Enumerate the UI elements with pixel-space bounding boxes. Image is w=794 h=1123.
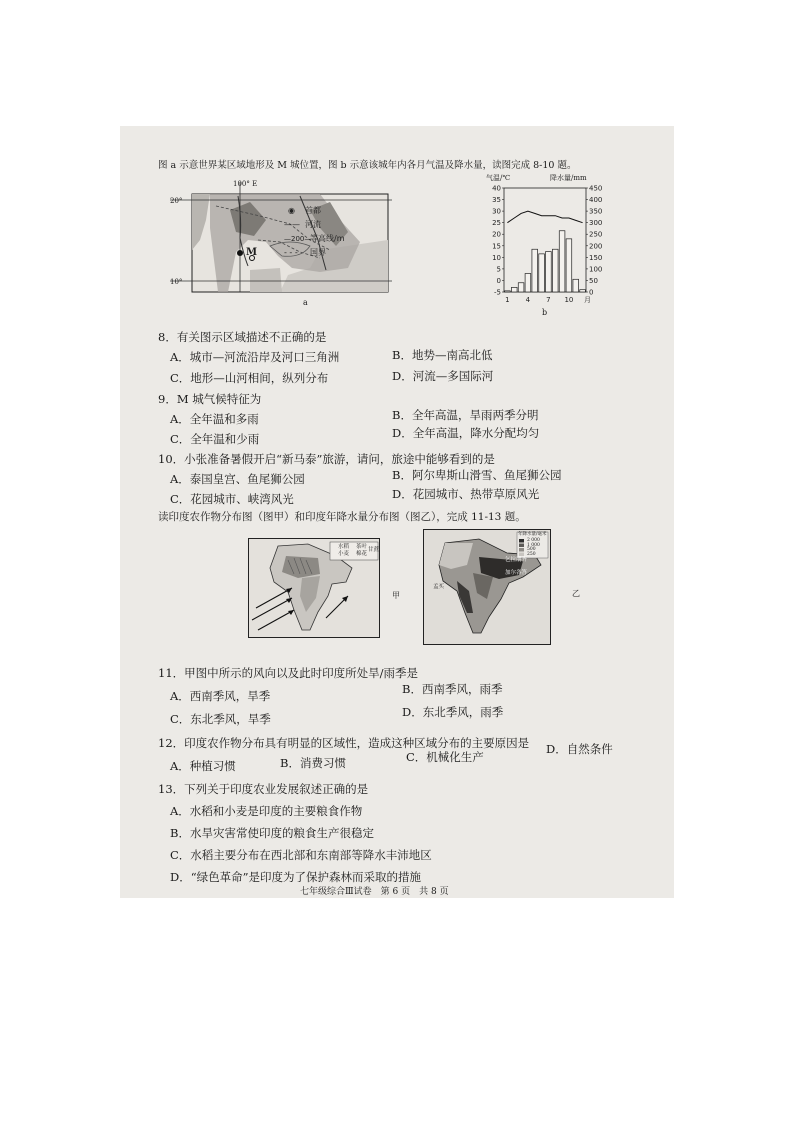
q12-stem: 12．印度农作物分布具有明显的区域性，造成这种区域分布的主要原因是 — [158, 736, 530, 750]
fig-jia-caption: 甲 — [392, 591, 400, 600]
legend-label-border: 国界 — [310, 248, 326, 257]
precip-tick-label: 250 — [589, 230, 603, 239]
temp-tick-label: 10 — [492, 253, 501, 262]
q8-stem: 8．有关图示区域描述不正确的是 — [158, 330, 327, 344]
q11-option-d[interactable]: D．东北季风，雨季 — [402, 705, 504, 719]
q13-option-d[interactable]: D．“绿色革命”是印度为了保护森林而采取的措施 — [170, 870, 421, 884]
q10-stem: 10．小张准备暑假开启“新马泰”旅游，请问，旅途中能够看到的是 — [158, 452, 495, 466]
crop-legend-sugarcane: 甘蔗 — [368, 547, 380, 553]
legend-symbol-border: - - - — [284, 248, 298, 257]
rain-legend-2000: 2 000 — [527, 538, 540, 543]
temp-tick-label: 5 — [496, 265, 501, 274]
q10-option-b[interactable]: B．阿尔卑斯山滑雪、鱼尾狮公园 — [392, 468, 562, 482]
q9-option-d[interactable]: D．全年高温，降水分配均匀 — [392, 426, 540, 440]
temp-tick-label: 20 — [492, 230, 501, 239]
legend-symbol-contour: —200— — [284, 235, 312, 243]
map-a-lat-top: 20° — [170, 197, 183, 205]
legend-label-river: 河流 — [305, 220, 321, 229]
q12-option-a[interactable]: A．种植习惯 — [170, 759, 236, 773]
precip-bar — [546, 252, 552, 292]
temp-tick-label: 15 — [492, 242, 501, 251]
q10-option-a[interactable]: A．泰国皇宫、鱼尾狮公园 — [170, 472, 305, 486]
climate-chart-b — [480, 174, 610, 320]
crop-legend-rice: 水稻 — [338, 544, 350, 550]
rain-legend-250: 250 — [527, 551, 536, 557]
crop-legend-tea: 茶叶 — [356, 544, 368, 550]
q13-option-c[interactable]: C．水稻主要分布在西北部和东南部等降水丰沛地区 — [170, 848, 432, 862]
q9-option-c[interactable]: C．全年温和少雨 — [170, 432, 260, 446]
q11-stem: 11．甲图中所示的风向以及此时印度所处旱/雨季是 — [158, 666, 419, 680]
map-a — [170, 180, 392, 312]
chart-caption: b — [542, 308, 548, 317]
chart-frame — [504, 188, 586, 292]
label-mumbai: 孟买 — [433, 584, 445, 590]
precip-tick-label: 350 — [589, 207, 603, 216]
precip-tick-label: 150 — [589, 253, 603, 262]
precip-tick-label: 400 — [589, 196, 603, 205]
legend-label-capital: 首都 — [305, 206, 321, 215]
q11-option-c[interactable]: C．东北季风，旱季 — [170, 712, 271, 726]
q11-option-b[interactable]: B．西南季风，雨季 — [402, 682, 503, 696]
precip-tick-label: 200 — [589, 242, 603, 251]
precip-bar — [518, 283, 524, 292]
legend-symbol-river: —— — [284, 220, 300, 229]
q9-option-a[interactable]: A．全年温和多雨 — [170, 412, 259, 426]
rain-legend-500: 500 — [527, 547, 536, 552]
temp-tick-label: -5 — [494, 288, 501, 297]
q13-option-b[interactable]: B．水旱灾害常使印度的粮食生产很稳定 — [170, 826, 374, 840]
q12-option-d[interactable]: D．自然条件 — [546, 742, 613, 756]
city-m-label: M — [246, 247, 258, 258]
india-rainfall-map — [423, 529, 551, 645]
q9-stem: 9．M 城气候特征为 — [158, 392, 262, 406]
precip-tick-label: 450 — [589, 184, 603, 193]
month-tick-label: 10 — [564, 296, 574, 304]
q10-option-c[interactable]: C．花园城市、峡湾风光 — [170, 492, 294, 506]
q8-option-a[interactable]: A．城市—河流沿岸及河口三角洲 — [170, 350, 340, 364]
x-axis-label: 月 — [584, 296, 591, 304]
q13-option-a[interactable]: A．水稻和小麦是印度的主要粮食作物 — [170, 804, 363, 818]
month-tick-label: 7 — [546, 296, 551, 304]
chart-canvas — [480, 184, 610, 316]
precip-bar — [539, 254, 545, 292]
precip-bar — [505, 291, 511, 292]
precip-bar — [552, 249, 558, 292]
month-tick-label: 1 — [505, 296, 510, 304]
page-footer: 七年级综合Ⅲ试卷 第 6 页 共 8 页 — [300, 887, 449, 897]
crop-legend-wheat: 小麦 — [338, 551, 350, 557]
precip-bar — [566, 239, 572, 292]
fig-yi-caption: 乙 — [572, 589, 580, 598]
precip-tick-label: 300 — [589, 219, 603, 228]
q12-option-c[interactable]: C．机械化生产 — [406, 750, 484, 764]
chart-ylabel-precip: 降水量/mm — [550, 174, 587, 182]
q8-option-c[interactable]: C．地形—山河相间，纵列分布 — [170, 371, 329, 385]
month-tick-label: 4 — [525, 296, 531, 304]
precip-tick-label: 50 — [589, 276, 598, 285]
map-a-lat-bottom: 10° — [170, 278, 183, 286]
q8-option-b[interactable]: B．地势—南高北低 — [392, 348, 493, 362]
precip-bar — [559, 231, 565, 292]
map-a-lon-label: 100° E — [233, 180, 258, 188]
q9-option-b[interactable]: B．全年高温，旱雨两季分明 — [392, 408, 539, 422]
temp-tick-label: 30 — [492, 207, 501, 216]
intro-11-13: 读印度农作物分布图（图甲）和印度年降水量分布图（图乙），完成 11-13 题。 — [158, 511, 526, 523]
label-cherrapunji: 乞拉朋齐 — [505, 557, 528, 563]
temp-tick-label: 40 — [492, 184, 501, 193]
precip-bar — [532, 249, 538, 292]
precip-bar — [573, 279, 579, 292]
q10-option-d[interactable]: D．花园城市、热带草原风光 — [392, 487, 540, 501]
temp-tick-label: 35 — [492, 196, 501, 205]
map-a-caption: a — [303, 298, 308, 307]
rain-legend-title: 年降水量/毫米 — [518, 532, 547, 537]
precip-bar — [580, 290, 586, 292]
temperature-line — [507, 211, 582, 223]
q13-stem: 13．下列关于印度农业发展叙述正确的是 — [158, 782, 369, 796]
temp-tick-label: 0 — [496, 276, 501, 285]
q8-option-d[interactable]: D．河流—多国际河 — [392, 369, 494, 383]
precip-tick-label: 100 — [589, 265, 603, 274]
temp-tick-label: 25 — [492, 219, 501, 228]
q12-option-b[interactable]: B．消费习惯 — [280, 756, 346, 770]
label-kolkata: 加尔各答 — [505, 570, 528, 576]
chart-ylabel-temp: 气温/℃ — [486, 174, 511, 182]
intro-8-10: 图 a 示意世界某区域地形及 M 城位置，图 b 示意该城年内各月气温及降水量，读图完成 8-10 题。 — [158, 160, 577, 171]
precip-tick-label: 0 — [589, 288, 594, 297]
q11-option-a[interactable]: A．西南季风，旱季 — [170, 689, 271, 703]
india-crop-map — [248, 538, 380, 638]
crop-legend-cotton: 棉花 — [356, 551, 368, 557]
precip-bar — [511, 287, 517, 292]
exam-sheet — [120, 126, 674, 898]
legend-label-contour: 等高线/m — [310, 234, 345, 243]
precip-bar — [525, 274, 531, 292]
legend-symbol-capital: ◉ — [288, 206, 295, 215]
rain-legend-1000: 1 000 — [527, 542, 540, 548]
